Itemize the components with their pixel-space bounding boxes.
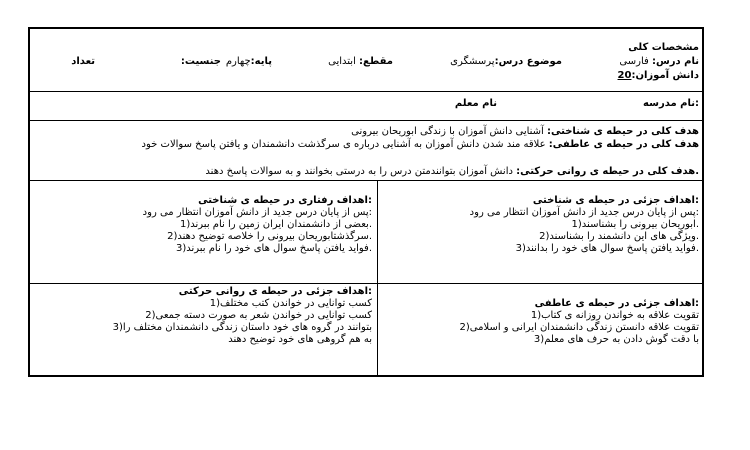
cell-line: .ویژگی های این دانشمند را بشناسند(2	[539, 231, 699, 242]
topic-value: پرسشگری	[450, 56, 495, 67]
psychomotor-general-goal	[205, 166, 699, 178]
cell-line: بتوانند در گروه های خود داستان زندگی دانشمندان مختلف را(3	[112, 322, 372, 333]
topic-field	[450, 56, 562, 68]
general-specs-title: مشخصات کلی	[628, 42, 699, 53]
affective-general-goal	[35, 139, 699, 151]
psychomotor-goal-text: دانش آموزان بتوانندمتن درس را به درستی بخوانند و به سوالات پاسخ دهند	[205, 166, 517, 177]
cell-line: به هم گروهی های خود توضیح دهند	[228, 334, 372, 345]
cell-line: .سرگذشتابوریحان بیرونی را خلاصه توضیح دهند(2	[167, 231, 372, 242]
level-field	[328, 56, 393, 68]
cell-line: کسب توانایی در خواندن شعر به صورت دسته جمعی(2	[145, 310, 372, 321]
grade-value: چهارم	[225, 56, 251, 67]
students-value: 20	[617, 70, 632, 81]
cell-line: :پس از پایان درس جدید از دانش آموزان انتظار می رود	[469, 207, 699, 218]
cell-line: با دقت گوش دادن به حرف های معلم(3	[533, 334, 699, 345]
teacher-name-label: نام معلم	[454, 98, 497, 109]
cognitive-goal-text: آشنایی دانش آموزان با زندگی ابوریحان بیرونی	[351, 126, 548, 137]
affective-goal-label: هدف کلی در حیطه ی عاطفی:	[548, 139, 699, 150]
cognitive-goal-label: هدف کلی در حیطه ی شناختی:	[547, 126, 699, 137]
students-count-field	[618, 70, 699, 82]
row-divider	[30, 283, 702, 284]
students-label: دانش آموزان:	[631, 70, 699, 81]
count-label: تعداد	[71, 56, 95, 67]
row-divider	[30, 120, 702, 121]
cell-line: :پس از پایان درس جدید از دانش آموزان انتظار می رود	[142, 207, 372, 218]
subject-value: فارسی	[619, 56, 652, 67]
partial-affective-goals-cell	[460, 298, 699, 346]
behavioral-cognitive-goals-cell	[143, 195, 372, 255]
cell-line: .بعضی از دانشمندان ایران زمین را نام ببرند(1	[179, 219, 372, 230]
cell-title: :اهداف رفتاری در حیطه ی شناختی	[198, 195, 372, 206]
gender-label: جنسیت:	[180, 56, 221, 67]
psychomotor-goal-label: .هدف کلی در حیطه ی روانی حرکتی:	[516, 166, 699, 177]
row-divider	[30, 91, 702, 92]
cell-title: :اهداف جزئی در حیطه ی شناختی	[532, 195, 699, 206]
partial-cognitive-goals-cell	[470, 195, 699, 255]
cell-line: .فواید یافتن پاسخ سوال های خود را بدانند(3	[515, 243, 699, 254]
partial-psychomotor-goals-cell	[113, 286, 372, 346]
level-value: ابتدایی	[328, 56, 360, 67]
cell-line: کسب توانایی در خواندن کتب مختلف(1	[209, 298, 372, 309]
level-label: مقطع:	[359, 56, 393, 67]
school-name-label: :نام مدرسه	[643, 98, 699, 109]
affective-goal-text: علاقه مند شدن دانش آموزان به آشنایی درباره ی سرگذشت دانشمندان و یافتن پاسخ سوالات خود	[141, 139, 549, 150]
column-divider	[377, 180, 378, 377]
cognitive-general-goal	[351, 126, 699, 138]
cell-line: تقویت علاقه به خواندن روزانه ی کتاب(1	[530, 310, 699, 321]
subject-field	[619, 56, 699, 68]
cell-title: :اهداف جزئی در حیطه ی روانی حرکتی	[178, 286, 372, 297]
topic-label: موضوع درس:	[494, 56, 562, 67]
row-divider	[30, 180, 702, 181]
subject-label: نام درس:	[651, 56, 699, 67]
cell-line: تقویت علاقه دانستن زندگی دانشمندان ایرانی و اسلامی(2	[459, 322, 699, 333]
cell-title: :اهداف جزئی در حیطه ی عاطفی	[534, 298, 699, 309]
grade-field	[226, 56, 272, 68]
cell-line: .ابوریحان بیرونی را بشناسند(1	[571, 219, 699, 230]
grade-label: پایه:	[250, 56, 272, 67]
cell-line: .فواید یافتن پاسخ سوال های خود را نام ببرند(3	[175, 243, 372, 254]
